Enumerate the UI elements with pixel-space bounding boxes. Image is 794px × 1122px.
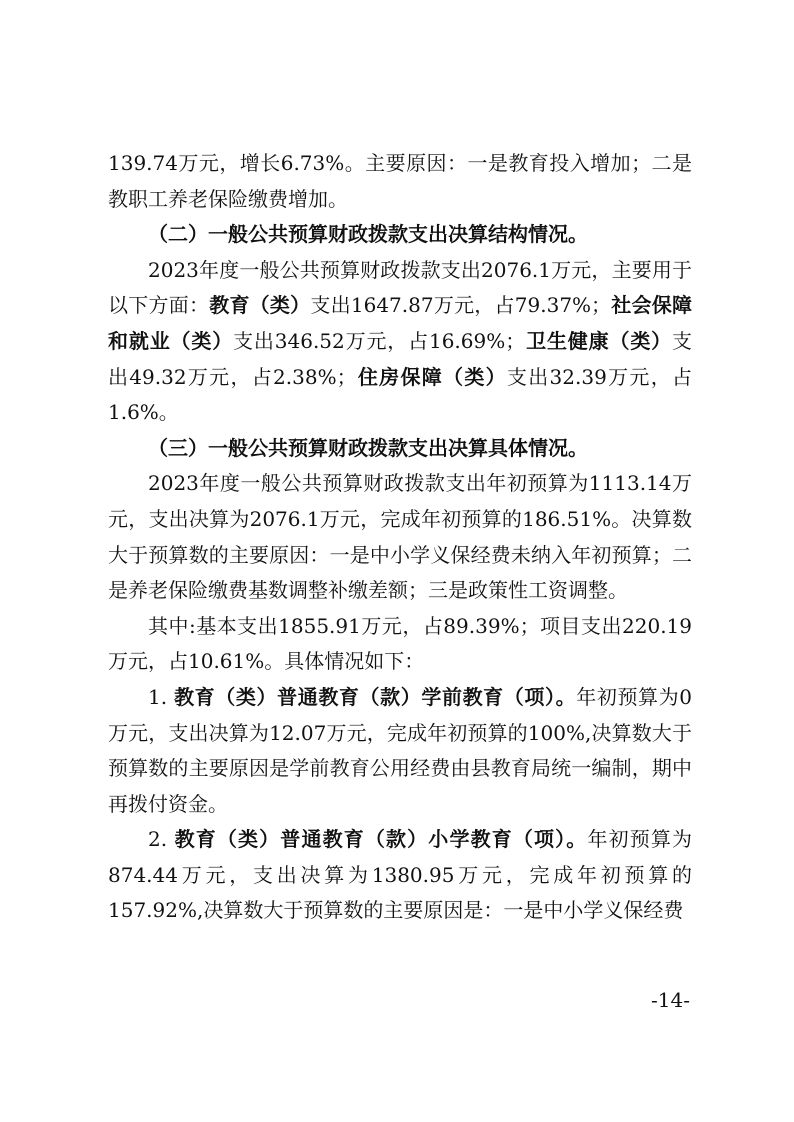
list-item-2-number: 2. (148, 827, 168, 852)
category-social-security: 社会保障和就业（类） (108, 293, 693, 353)
paragraph-continued: 139.74万元，增长6.73%。主要原因：一是教育投入增加；二是教职工养老保险缴费增加。 (108, 151, 692, 211)
paragraph-breakdown: 其中:基本支出1855.91万元，占89.39%；项目支出220.19万元，占10.61%。具体情况如下： (108, 613, 692, 674)
page-number: -14- (651, 988, 690, 1012)
list-item-2-title: 教育（类）普通教育（款）小学教育（项）。 (174, 827, 588, 852)
list-item-1-text: 年初预算为0万元，支出决算为12.07万元，完成年初预算的100%,决算数大于预算数的主要原因是学前教育公用经费由县教育局统一编制，期中再拨付资金。 (108, 684, 692, 816)
category-housing: 住房保障（类） (356, 364, 507, 389)
paragraph-structure (108, 253, 692, 431)
category-social-security-value: 支出346.52万元，占16.69%； (233, 328, 526, 353)
list-item-1-title: 教育（类）普通教育（款）学前教育（项）。 (174, 684, 577, 709)
category-education: 教育（类） (209, 293, 311, 318)
list-item-2-text: 年初预算为874.44万元，支出决算为1380.95万元，完成年初预算的157.92%,决算数大于预算数的主要原因是：一是中小学义保经费 (108, 827, 693, 923)
list-item-1-number: 1. (148, 684, 168, 709)
section-heading-3: （三）一般公共预算财政拨款支出决算具体情况。 (148, 435, 588, 460)
paragraph-budget: 2023年度一般公共预算财政拨款支出年初预算为1113.14万元，支出决算为2076.1万元，完成年初预算的186.51%。决算数大于预算数的主要原因：一是中小学义保经费未纳入年初预算；二是养老保险缴费基数调整补缴差额；三是政策性工资调整。 (108, 471, 692, 603)
paragraph-intro: 2023年度一般公共预算财政拨款支出2076.1万元，主要用于以下方面： (108, 257, 692, 318)
body-text (108, 146, 692, 929)
list-item-1 (108, 680, 692, 822)
category-health-value: 支出49.32万元，占2.38%； (108, 328, 693, 389)
category-health: 卫生健康（类） (525, 328, 673, 353)
category-housing-value: 支出32.39万元，占1.6%。 (108, 364, 692, 425)
section-heading-2: （二）一般公共预算财政拨款支出决算结构情况。 (148, 222, 588, 247)
list-item-2 (108, 822, 692, 929)
category-education-value: 支出1647.87万元，占79.37%； (310, 293, 612, 318)
